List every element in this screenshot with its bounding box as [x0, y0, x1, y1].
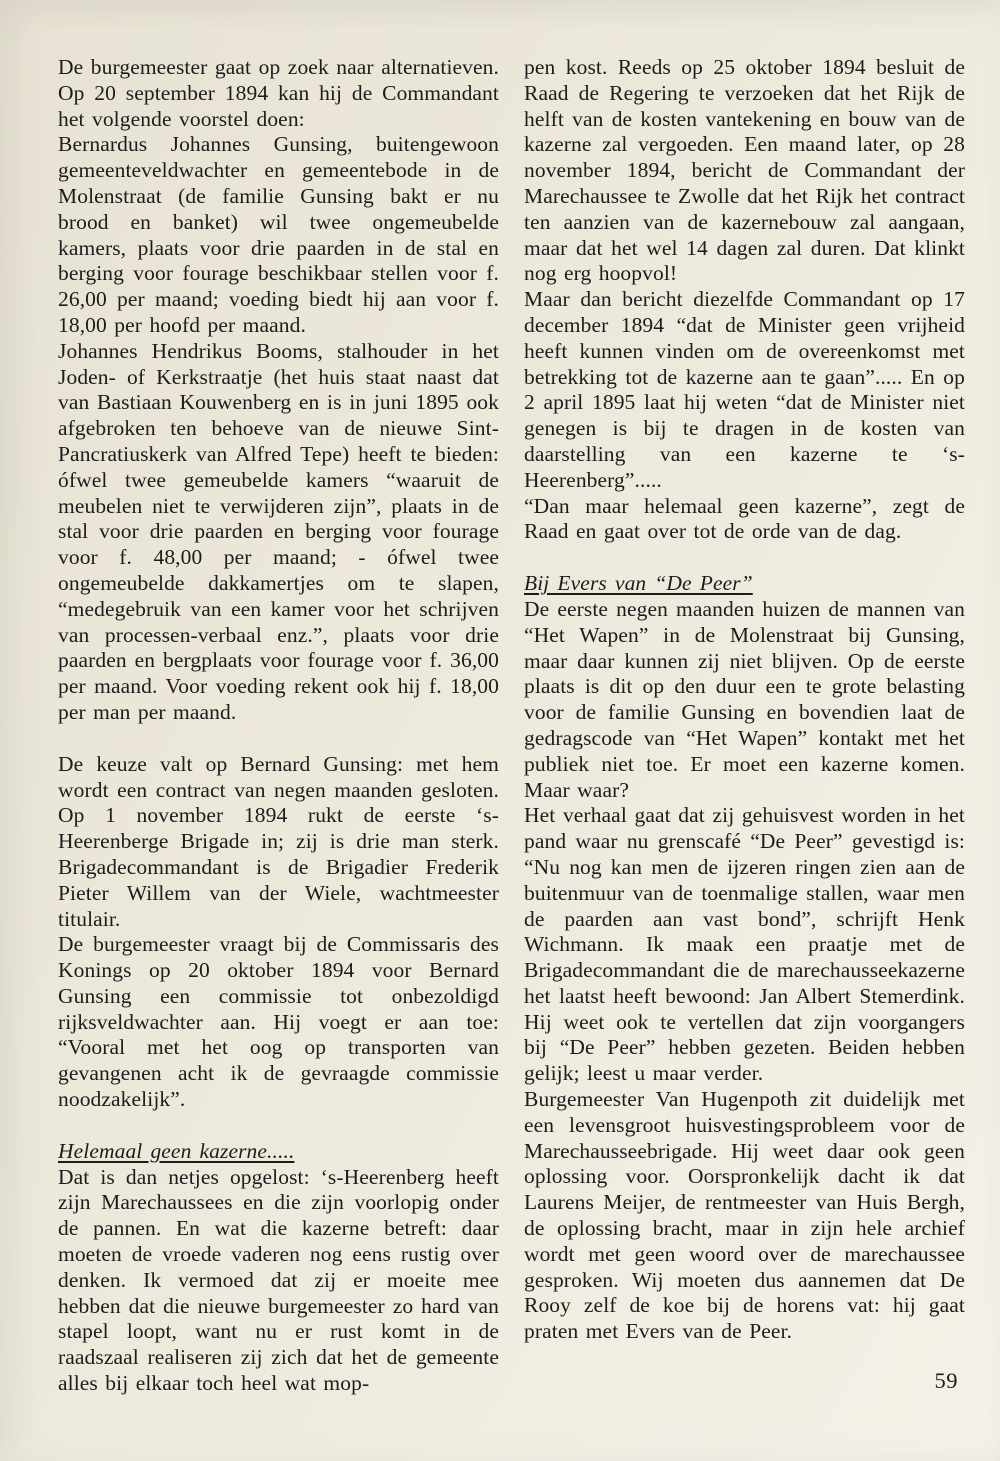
- paragraph: Dat is dan netjes opgelost: ‘s-Heerenberg heeft zijn Marechaussees en die zijn voorlopig onder de pannen. En wat die kazerne betreft: daar moeten de vroede vaderen nog eens rustig over denken. Ik vermoed dat zij er moeite mee hebben dat die nieuwe burgemeester zo hard van stapel loopt, want nu er rust komt in de raadszaal realiseren zij zich dat het de gemeente alles bij elkaar toch heel wat mop-: [58, 1164, 499, 1396]
- right-text-column: [524, 55, 965, 1345]
- paragraph: Maar dan bericht diezelfde Commandant op 17 december 1894 “dat de Minister geen vrijheid heeft kunnen vinden om de overeenkomst met betrekking tot de kazerne aan te gaan”..... En op 2 april 1895 laat hij weten “dat de Minister niet genegen is bij te dragen in de kosten van daarstelling van een kazerne te ‘s-Heerenberg”.....: [524, 287, 965, 492]
- section-heading-helemaal-geen-kazerne: Helemaal geen kazerne.....: [58, 1138, 295, 1163]
- paragraph: Het verhaal gaat dat zij gehuisvest worden in het pand waar nu grenscafé “De Peer” gevestigd is: “Nu nog kan men de ijzeren ringen zien aan de buitenmuur van de toenmalige stallen, waar men de paarden aan vast bond”, schrijft Henk Wichmann. Ik maak een praatje met de Brigadecommandant die de marechausseekazerne het laatst heeft bewoond: Jan Albert Stemerdink. Hij weet ook te vertellen dat zijn voorgangers bij “De Peer” hebben gezeten. Beiden hebben gelijk; leest u maar verder.: [524, 803, 965, 1086]
- paragraph: pen kost. Reeds op 25 oktober 1894 besluit de Raad de Regering te verzoeken dat het Rijk de helft van de kosten vantekening en bouw van de kazerne zal vergoeden. Een maand later, op 28 november 1894, bericht de Commandant der Marechaussee te Zwolle dat het Rijk het contract ten aanzien van de kazernebouw zal aangaan, maar dat het wel 14 dagen zal duren. Dat klinkt nog erg hoopvol!: [524, 55, 965, 286]
- paragraph: Burgemeester Van Hugenpoth zit duidelijk met een levensgroot huisvestingsprobleem voor de Marechausseebrigade. Hij weet daar ook geen oplossing voor. Oorspronkelijk dacht ik dat Laurens Meijer, de rentmeester van Huis Bergh, de oplossing bracht, maar in zijn hele archief wordt met geen woord over de marechaussee gesproken. Wij moeten dus aannemen dat De Rooy zelf de koe bij de horens vat: hij gaat praten met Evers van de Peer.: [524, 1087, 965, 1344]
- left-text-column: [58, 55, 499, 1397]
- paragraph: “Dan maar helemaal geen kazerne”, zegt de Raad en gaat over tot de orde van de dag.: [524, 493, 965, 544]
- paragraph: De eerste negen maanden huizen de mannen van “Het Wapen” in de Molenstraat bij Gunsing, maar daar kunnen zij niet blijven. Op de eerste plaats is dit op den duur een te grote belasting voor de familie Gunsing en bovendien laat de gedragscode van “Het Wapen” kontakt met het publiek niet toe. Er moet een kazerne komen. Maar waar?: [524, 596, 965, 802]
- page-number: 59: [934, 1368, 958, 1393]
- paragraph: De keuze valt op Bernard Gunsing: met hem wordt een contract van negen maanden gesloten. Op 1 november 1894 rukt de eerste ‘s-Heerenberge Brigade in; zij is drie man sterk. Brigadecommandant is de Brigadier Frederik Pieter Willem van der Wiele, wachtmeester titulair.: [58, 751, 499, 931]
- paragraph: De burgemeester gaat op zoek naar alternatieven. Op 20 september 1894 kan hij de Commandant het volgende voorstel doen:: [58, 55, 499, 131]
- paragraph: De burgemeester vraagt bij de Commissaris des Konings op 20 oktober 1894 voor Bernard Gunsing een commissie tot onbezoldigd rijksveldwachter aan. Hij voegt er aan toe: “Vooral met het oog op transporten van gevangenen acht ik de gevraagde commissie noodzakelijk”.: [58, 932, 499, 1112]
- paragraph: Bernardus Johannes Gunsing, buitengewoon gemeenteveldwachter en gemeentebode in de Molenstraat (de familie Gunsing bakt er nu brood en banket) wil twee ongemeubelde kamers, plaats voor drie paarden in de stal en berging voor fourage beschikbaar stellen voor f. 26,00 per maand; voeding biedt hij aan voor f. 18,00 per hoofd per maand.: [58, 132, 499, 337]
- paragraph: Johannes Hendrikus Booms, stalhouder in het Joden- of Kerkstraatje (het huis staat naast dat van Bastiaan Kouwenberg en is in juni 1895 ook afgebroken ten behoeve van de nieuwe Sint-Pancratiuskerk van Alfred Tepe) heeft te bieden: ófwel twee gemeubelde kamers “waaruit de meubelen niet te verwijderen zijn”, plaats in de stal voor drie paarden en berging voor fourage voor f. 48,00 per maand; - ófwel twee ongemeubelde dakkamertjes om te slapen, “medegebruik van een kamer voor het schrijven van processen-verbaal enz.”, plaats voor drie paarden en bergplaats voor fourage voor f. 36,00 per maand. Voor voeding rekent ook hij f. 18,00 per man per maand.: [58, 338, 499, 724]
- section-heading-bij-evers-van-de-peer: Bij Evers van “De Peer”: [524, 571, 753, 596]
